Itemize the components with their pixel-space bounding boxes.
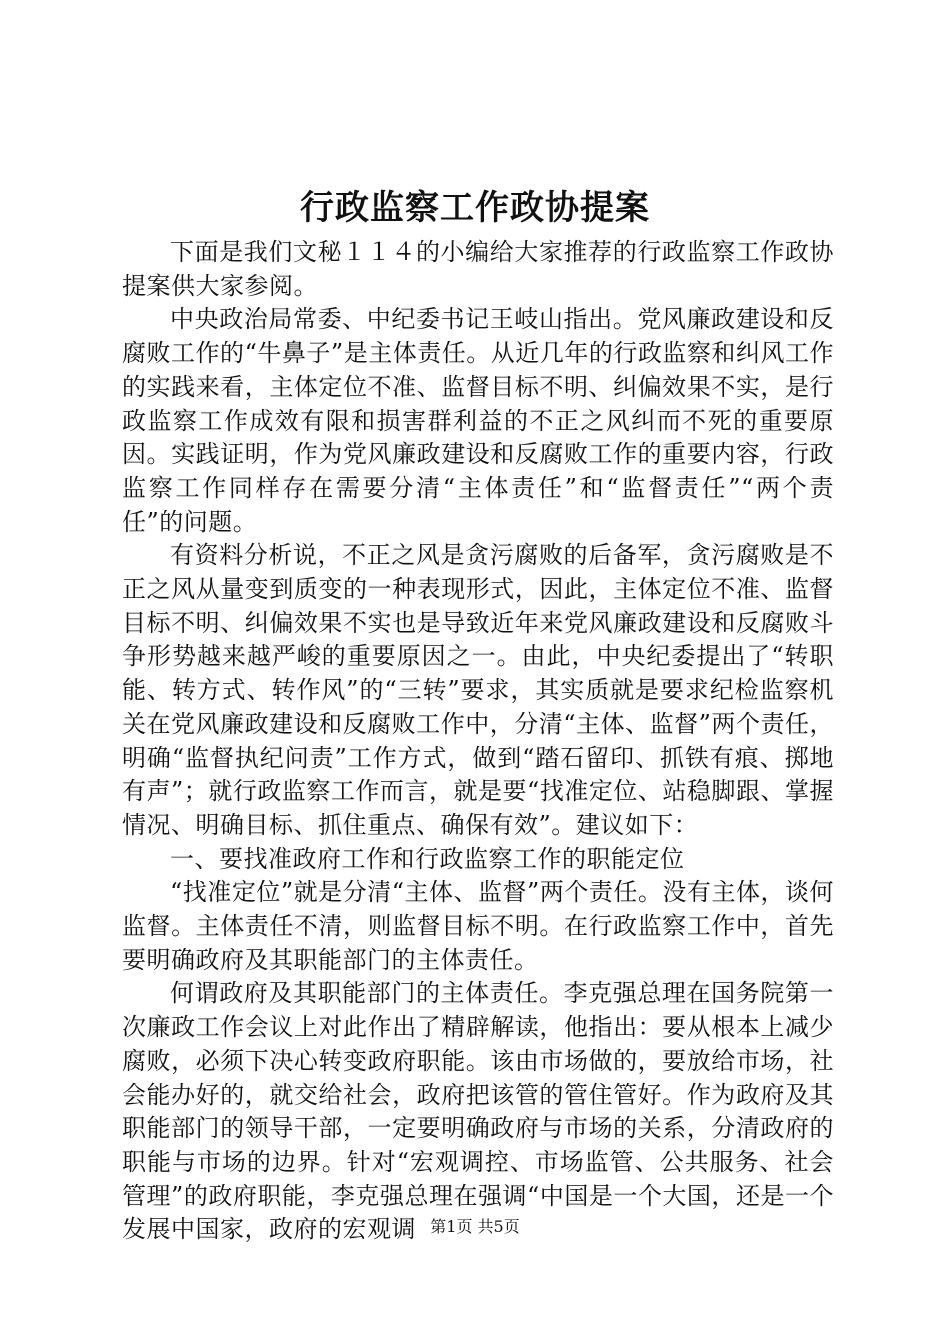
paragraph-analysis: 有资料分析说，不正之风是贪污腐败的后备军，贪污腐败是不正之风从量变到质变的一种表现形式，因此，主体定位不准、监督目标不明、纠偏效果不实也是导致近年来党风廉政建设和反腐败斗争形势越来越严峻的重要原因之一。由此，中央纪委提出了“转职能、转方式、转作风”的“三转”要求，其实质就是要求纪检监察机关在党风廉政建设和反腐败工作中，分清“主体、监督”两个责任，明确“监督执纪问责”工作方式，做到“踏石留印、抓铁有痕、掷地有声”；就行政监察工作而言，就是要“找准定位、站稳脚跟、掌握情况、明确目标、抓住重点、确保有效”。建议如下： — [122, 541, 834, 839]
document-title: 行政监察工作政协提案 — [300, 188, 650, 228]
section-heading-1: 一、要找准政府工作和行政监察工作的职能定位 — [170, 844, 685, 873]
document-body — [122, 236, 834, 1247]
paragraph-government-responsibility: 何谓政府及其职能部门的主体责任。李克强总理在国务院第一次廉政工作会议上对此作出了精辟解读，他指出：要从根本上减少腐败，必须下决心转变政府职能。该由市场做的，要放给市场，社会能办好的，就交给社会，政府把该管的管住管好。作为政府及其职能部门的领导干部，一定要明确政府与市场的关系，分清政府的职能与市场的边界。针对“宏观调控、市场监管、公共服务、社会管理”的政府职能，李克强总理在强调“中国是一个大国，还是一个发展中国家，政府的宏观调 — [122, 979, 834, 1244]
paragraph-main-responsibility: 中央政治局常委、中纪委书记王岐山指出。党风廉政建设和反腐败工作的“牛鼻子”是主体责任。从近几年的行政监察和纠风工作的实践来看，主体定位不准、监督目标不明、纠偏效果不实，是行政监察工作成效有限和损害群利益的不正之风纠而不死的重要原因。实践证明，作为党风廉政建设和反腐败工作的重要内容，行政监察工作同样存在需要分清“主体责任”和“监督责任”“两个责任”的问题。 — [122, 305, 834, 536]
page-footer: 第1页 共5页 — [430, 1217, 520, 1236]
paragraph-find-position: “找准定位”就是分清“主体、监督”两个责任。没有主体，谈何监督。主体责任不清，则监督目标不明。在行政监察工作中，首先要明确政府及其职能部门的主体责任。 — [122, 878, 834, 974]
paragraph-intro: 下面是我们文秘１１４的小编给大家推荐的行政监察工作政协提案供大家参阅。 — [122, 238, 834, 300]
